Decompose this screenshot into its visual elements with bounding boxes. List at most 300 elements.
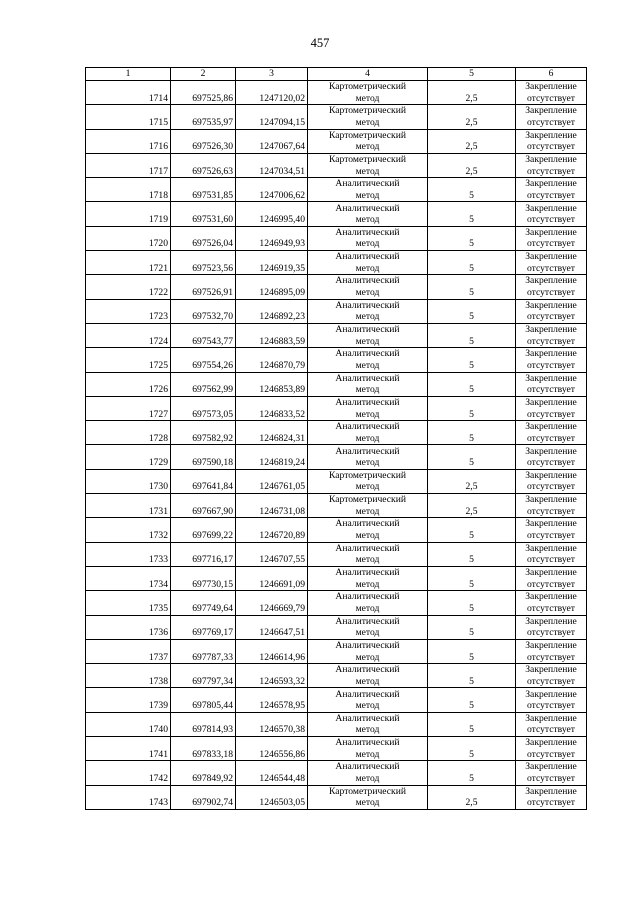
method-line-1: Картометрический xyxy=(329,129,406,141)
x-coordinate-cell: 697787,33 xyxy=(171,639,236,663)
table-row xyxy=(86,518,587,542)
method-cell xyxy=(308,202,428,226)
method-line-2: метод xyxy=(355,602,380,614)
fixation-line-1: Закрепление xyxy=(525,105,577,117)
method-line-1: Картометрический xyxy=(329,469,406,481)
fixation-line-2: отсутствует xyxy=(527,214,575,226)
x-coordinate-cell: 697797,34 xyxy=(171,664,236,688)
fixation-cell xyxy=(516,494,587,518)
method-line-2: метод xyxy=(355,238,380,250)
point-number-cell: 1726 xyxy=(86,372,171,396)
method-cell xyxy=(308,396,428,420)
point-number-cell: 1722 xyxy=(86,275,171,299)
method-line-2: метод xyxy=(355,748,380,760)
point-number-cell: 1730 xyxy=(86,469,171,493)
accuracy-cell: 5 xyxy=(428,202,516,226)
method-cell xyxy=(308,226,428,250)
method-line-2: метод xyxy=(355,141,380,153)
y-coordinate-cell: 1246919,35 xyxy=(236,251,308,275)
method-cell xyxy=(308,712,428,736)
accuracy-cell: 2,5 xyxy=(428,105,516,129)
point-number-cell: 1719 xyxy=(86,202,171,226)
fixation-cell xyxy=(516,202,587,226)
y-coordinate-cell: 1246995,40 xyxy=(236,202,308,226)
method-cell xyxy=(308,639,428,663)
method-line-2: метод xyxy=(355,797,380,809)
fixation-line-1: Закрепление xyxy=(525,494,577,506)
fixation-line-1: Закрепление xyxy=(525,567,577,579)
x-coordinate-cell: 697526,30 xyxy=(171,129,236,153)
x-coordinate-cell: 697641,84 xyxy=(171,469,236,493)
fixation-line-1: Закрепление xyxy=(525,591,577,603)
method-line-1: Аналитический xyxy=(335,251,400,263)
x-coordinate-cell: 697805,44 xyxy=(171,688,236,712)
y-coordinate-cell: 1246614,96 xyxy=(236,639,308,663)
x-coordinate-cell: 697716,17 xyxy=(171,542,236,566)
fixation-cell xyxy=(516,348,587,372)
accuracy-cell: 2,5 xyxy=(428,129,516,153)
method-line-1: Аналитический xyxy=(335,542,400,554)
point-number-cell: 1742 xyxy=(86,761,171,785)
x-coordinate-cell: 697526,91 xyxy=(171,275,236,299)
accuracy-cell: 2,5 xyxy=(428,469,516,493)
y-coordinate-cell: 1247120,02 xyxy=(236,81,308,105)
method-cell xyxy=(308,518,428,542)
fixation-line-1: Закрепление xyxy=(525,469,577,481)
method-line-1: Картометрический xyxy=(329,494,406,506)
y-coordinate-cell: 1246691,09 xyxy=(236,566,308,590)
y-coordinate-cell: 1246720,89 xyxy=(236,518,308,542)
method-cell xyxy=(308,299,428,323)
column-header: 2 xyxy=(171,68,236,81)
x-coordinate-cell: 697531,85 xyxy=(171,178,236,202)
point-number-cell: 1728 xyxy=(86,421,171,445)
fixation-cell xyxy=(516,761,587,785)
table-header-row xyxy=(86,68,587,81)
table-row xyxy=(86,129,587,153)
method-cell xyxy=(308,761,428,785)
point-number-cell: 1723 xyxy=(86,299,171,323)
fixation-line-2: отсутствует xyxy=(527,578,575,590)
method-line-2: метод xyxy=(355,262,380,274)
point-number-cell: 1741 xyxy=(86,737,171,761)
fixation-line-1: Закрепление xyxy=(525,785,577,797)
table-row xyxy=(86,737,587,761)
fixation-cell xyxy=(516,421,587,445)
coordinates-table xyxy=(85,67,587,810)
x-coordinate-cell: 697833,18 xyxy=(171,737,236,761)
method-line-1: Аналитический xyxy=(335,761,400,773)
fixation-cell xyxy=(516,785,587,809)
accuracy-cell: 5 xyxy=(428,566,516,590)
fixation-cell xyxy=(516,275,587,299)
fixation-cell xyxy=(516,518,587,542)
y-coordinate-cell: 1246570,38 xyxy=(236,712,308,736)
fixation-cell xyxy=(516,129,587,153)
accuracy-cell: 5 xyxy=(428,396,516,420)
x-coordinate-cell: 697532,70 xyxy=(171,299,236,323)
x-coordinate-cell: 697582,92 xyxy=(171,421,236,445)
x-coordinate-cell: 697523,56 xyxy=(171,251,236,275)
fixation-line-1: Закрепление xyxy=(525,542,577,554)
accuracy-cell: 5 xyxy=(428,275,516,299)
method-line-1: Аналитический xyxy=(335,591,400,603)
method-cell xyxy=(308,737,428,761)
column-header: 3 xyxy=(236,68,308,81)
y-coordinate-cell: 1246556,86 xyxy=(236,737,308,761)
fixation-line-2: отсутствует xyxy=(527,262,575,274)
y-coordinate-cell: 1246593,32 xyxy=(236,664,308,688)
x-coordinate-cell: 697573,05 xyxy=(171,396,236,420)
accuracy-cell: 5 xyxy=(428,299,516,323)
accuracy-cell: 5 xyxy=(428,615,516,639)
fixation-cell xyxy=(516,737,587,761)
method-line-2: метод xyxy=(355,432,380,444)
x-coordinate-cell: 697730,15 xyxy=(171,566,236,590)
method-line-2: метод xyxy=(355,189,380,201)
y-coordinate-cell: 1246647,51 xyxy=(236,615,308,639)
page-number: 457 xyxy=(310,36,330,50)
fixation-line-2: отсутствует xyxy=(527,602,575,614)
fixation-cell xyxy=(516,688,587,712)
fixation-cell xyxy=(516,469,587,493)
method-line-2: метод xyxy=(355,724,380,736)
method-line-1: Аналитический xyxy=(335,688,400,700)
point-number-cell: 1739 xyxy=(86,688,171,712)
point-number-cell: 1725 xyxy=(86,348,171,372)
method-cell xyxy=(308,251,428,275)
method-line-2: метод xyxy=(355,408,380,420)
y-coordinate-cell: 1246578,95 xyxy=(236,688,308,712)
point-number-cell: 1732 xyxy=(86,518,171,542)
method-line-2: метод xyxy=(355,457,380,469)
fixation-line-2: отсутствует xyxy=(527,287,575,299)
table-row xyxy=(86,421,587,445)
fixation-line-2: отсутствует xyxy=(527,359,575,371)
point-number-cell: 1740 xyxy=(86,712,171,736)
table-row xyxy=(86,542,587,566)
fixation-line-1: Закрепление xyxy=(525,202,577,214)
x-coordinate-cell: 697699,22 xyxy=(171,518,236,542)
fixation-line-1: Закрепление xyxy=(525,154,577,165)
method-cell xyxy=(308,566,428,590)
method-cell xyxy=(308,688,428,712)
fixation-cell xyxy=(516,299,587,323)
method-cell xyxy=(308,591,428,615)
method-line-1: Аналитический xyxy=(335,348,400,360)
fixation-line-1: Закрепление xyxy=(525,372,577,384)
x-coordinate-cell: 697525,86 xyxy=(171,81,236,105)
y-coordinate-cell: 1246707,55 xyxy=(236,542,308,566)
accuracy-cell: 5 xyxy=(428,251,516,275)
y-coordinate-cell: 1246669,79 xyxy=(236,591,308,615)
method-cell xyxy=(308,153,428,177)
fixation-line-1: Закрепление xyxy=(525,761,577,773)
table-row xyxy=(86,251,587,275)
accuracy-cell: 5 xyxy=(428,688,516,712)
table-body xyxy=(86,81,587,810)
accuracy-cell: 5 xyxy=(428,591,516,615)
method-cell xyxy=(308,178,428,202)
table-row xyxy=(86,639,587,663)
table-row xyxy=(86,761,587,785)
method-line-2: метод xyxy=(355,335,380,347)
point-number-cell: 1721 xyxy=(86,251,171,275)
fixation-line-2: отсутствует xyxy=(527,141,575,153)
accuracy-cell: 5 xyxy=(428,518,516,542)
table-row xyxy=(86,105,587,129)
method-line-1: Аналитический xyxy=(335,737,400,749)
method-line-2: метод xyxy=(355,505,380,517)
table-row xyxy=(86,591,587,615)
point-number-cell: 1737 xyxy=(86,639,171,663)
y-coordinate-cell: 1247034,51 xyxy=(236,153,308,177)
fixation-line-1: Закрепление xyxy=(525,639,577,651)
fixation-line-1: Закрепление xyxy=(525,664,577,676)
point-number-cell: 1731 xyxy=(86,494,171,518)
fixation-cell xyxy=(516,566,587,590)
method-line-1: Аналитический xyxy=(335,567,400,579)
method-line-2: метод xyxy=(355,530,380,542)
method-line-2: метод xyxy=(355,287,380,299)
fixation-line-1: Закрепление xyxy=(525,348,577,360)
y-coordinate-cell: 1246824,31 xyxy=(236,421,308,445)
table-row xyxy=(86,615,587,639)
method-line-1: Аналитический xyxy=(335,712,400,724)
y-coordinate-cell: 1246949,93 xyxy=(236,226,308,250)
method-line-1: Аналитический xyxy=(335,275,400,287)
method-cell xyxy=(308,81,428,105)
fixation-line-2: отсутствует xyxy=(527,530,575,542)
y-coordinate-cell: 1246853,89 xyxy=(236,372,308,396)
method-line-2: метод xyxy=(355,384,380,396)
fixation-line-1: Закрепление xyxy=(525,275,577,287)
fixation-line-2: отсутствует xyxy=(527,797,575,809)
table-row xyxy=(86,469,587,493)
fixation-cell xyxy=(516,615,587,639)
fixation-cell xyxy=(516,445,587,469)
y-coordinate-cell: 1246819,24 xyxy=(236,445,308,469)
y-coordinate-cell: 1247067,64 xyxy=(236,129,308,153)
fixation-cell xyxy=(516,105,587,129)
method-line-2: метод xyxy=(355,651,380,663)
table-row xyxy=(86,178,587,202)
column-header: 5 xyxy=(428,68,516,81)
fixation-line-1: Закрепление xyxy=(525,129,577,141)
x-coordinate-cell: 697749,64 xyxy=(171,591,236,615)
method-line-1: Аналитический xyxy=(335,396,400,408)
fixation-line-1: Закрепление xyxy=(525,251,577,263)
fixation-line-2: отсутствует xyxy=(527,384,575,396)
x-coordinate-cell: 697590,18 xyxy=(171,445,236,469)
point-number-cell: 1718 xyxy=(86,178,171,202)
table-row xyxy=(86,81,587,105)
method-line-2: метод xyxy=(355,165,380,177)
method-line-1: Картометрический xyxy=(329,154,406,165)
fixation-line-2: отсутствует xyxy=(527,748,575,760)
method-cell xyxy=(308,469,428,493)
x-coordinate-cell: 697526,04 xyxy=(171,226,236,250)
method-cell xyxy=(308,445,428,469)
x-coordinate-cell: 697562,99 xyxy=(171,372,236,396)
fixation-line-2: отсутствует xyxy=(527,481,575,493)
table-row xyxy=(86,396,587,420)
table-row xyxy=(86,688,587,712)
fixation-line-1: Закрепление xyxy=(525,615,577,627)
x-coordinate-cell: 697531,60 xyxy=(171,202,236,226)
fixation-line-2: отсутствует xyxy=(527,700,575,712)
method-line-2: метод xyxy=(355,214,380,226)
method-cell xyxy=(308,275,428,299)
x-coordinate-cell: 697535,97 xyxy=(171,105,236,129)
table-row xyxy=(86,202,587,226)
table-row xyxy=(86,348,587,372)
point-number-cell: 1715 xyxy=(86,105,171,129)
point-number-cell: 1734 xyxy=(86,566,171,590)
fixation-cell xyxy=(516,591,587,615)
point-number-cell: 1716 xyxy=(86,129,171,153)
fixation-cell xyxy=(516,639,587,663)
fixation-line-1: Закрепление xyxy=(525,178,577,190)
y-coordinate-cell: 1246895,09 xyxy=(236,275,308,299)
table-row xyxy=(86,445,587,469)
fixation-line-2: отсутствует xyxy=(527,505,575,517)
accuracy-cell: 5 xyxy=(428,348,516,372)
method-cell xyxy=(308,129,428,153)
method-line-1: Картометрический xyxy=(329,105,406,117)
x-coordinate-cell: 697769,17 xyxy=(171,615,236,639)
method-cell xyxy=(308,664,428,688)
method-cell xyxy=(308,421,428,445)
method-cell xyxy=(308,372,428,396)
fixation-cell xyxy=(516,396,587,420)
method-line-2: метод xyxy=(355,359,380,371)
fixation-line-1: Закрепление xyxy=(525,299,577,311)
table-row xyxy=(86,275,587,299)
method-cell xyxy=(308,542,428,566)
x-coordinate-cell: 697543,77 xyxy=(171,323,236,347)
accuracy-cell: 5 xyxy=(428,445,516,469)
table-row xyxy=(86,226,587,250)
fixation-line-2: отсутствует xyxy=(527,554,575,566)
table-row xyxy=(86,712,587,736)
y-coordinate-cell: 1246731,08 xyxy=(236,494,308,518)
accuracy-cell: 5 xyxy=(428,542,516,566)
fixation-line-1: Закрепление xyxy=(525,688,577,700)
fixation-line-2: отсутствует xyxy=(527,408,575,420)
fixation-line-1: Закрепление xyxy=(525,396,577,408)
method-line-1: Аналитический xyxy=(335,664,400,676)
x-coordinate-cell: 697667,90 xyxy=(171,494,236,518)
point-number-cell: 1717 xyxy=(86,153,171,177)
method-line-1: Аналитический xyxy=(335,226,400,238)
table-row xyxy=(86,299,587,323)
fixation-line-1: Закрепление xyxy=(525,737,577,749)
y-coordinate-cell: 1246870,79 xyxy=(236,348,308,372)
accuracy-cell: 5 xyxy=(428,178,516,202)
method-line-2: метод xyxy=(355,311,380,323)
y-coordinate-cell: 1246761,05 xyxy=(236,469,308,493)
point-number-cell: 1714 xyxy=(86,81,171,105)
accuracy-cell: 5 xyxy=(428,737,516,761)
y-coordinate-cell: 1246503,05 xyxy=(236,785,308,809)
accuracy-cell: 5 xyxy=(428,639,516,663)
fixation-line-1: Закрепление xyxy=(525,324,577,336)
fixation-line-2: отсутствует xyxy=(527,651,575,663)
fixation-line-2: отсутствует xyxy=(527,432,575,444)
column-header: 6 xyxy=(516,68,587,81)
point-number-cell: 1736 xyxy=(86,615,171,639)
table-row xyxy=(86,664,587,688)
y-coordinate-cell: 1247094,15 xyxy=(236,105,308,129)
point-number-cell: 1743 xyxy=(86,785,171,809)
accuracy-cell: 5 xyxy=(428,664,516,688)
method-line-1: Картометрический xyxy=(329,785,406,797)
accuracy-cell: 2,5 xyxy=(428,494,516,518)
table-row xyxy=(86,785,587,809)
y-coordinate-cell: 1246833,52 xyxy=(236,396,308,420)
fixation-line-2: отсутствует xyxy=(527,92,575,104)
column-header: 1 xyxy=(86,68,171,81)
accuracy-cell: 2,5 xyxy=(428,785,516,809)
method-line-2: метод xyxy=(355,675,380,687)
fixation-cell xyxy=(516,81,587,105)
fixation-line-2: отсутствует xyxy=(527,457,575,469)
fixation-line-2: отсутствует xyxy=(527,189,575,201)
fixation-line-2: отсутствует xyxy=(527,675,575,687)
method-line-2: метод xyxy=(355,627,380,639)
method-cell xyxy=(308,494,428,518)
accuracy-cell: 5 xyxy=(428,712,516,736)
fixation-line-2: отсутствует xyxy=(527,117,575,128)
fixation-line-2: отсутствует xyxy=(527,773,575,785)
accuracy-cell: 5 xyxy=(428,323,516,347)
method-line-2: метод xyxy=(355,117,380,128)
fixation-line-2: отсутствует xyxy=(527,311,575,323)
method-line-2: метод xyxy=(355,554,380,566)
fixation-cell xyxy=(516,226,587,250)
method-line-2: метод xyxy=(355,578,380,590)
fixation-cell xyxy=(516,251,587,275)
table-row xyxy=(86,566,587,590)
method-line-1: Аналитический xyxy=(335,202,400,214)
method-cell xyxy=(308,615,428,639)
column-header: 4 xyxy=(308,68,428,81)
method-line-2: метод xyxy=(355,773,380,785)
table-row xyxy=(86,323,587,347)
fixation-line-2: отсутствует xyxy=(527,335,575,347)
accuracy-cell: 2,5 xyxy=(428,81,516,105)
method-line-1: Аналитический xyxy=(335,178,400,190)
fixation-line-1: Закрепление xyxy=(525,81,577,93)
point-number-cell: 1724 xyxy=(86,323,171,347)
point-number-cell: 1727 xyxy=(86,396,171,420)
point-number-cell: 1738 xyxy=(86,664,171,688)
method-line-1: Аналитический xyxy=(335,615,400,627)
fixation-line-2: отсутствует xyxy=(527,724,575,736)
method-line-2: метод xyxy=(355,700,380,712)
fixation-line-1: Закрепление xyxy=(525,226,577,238)
accuracy-cell: 5 xyxy=(428,226,516,250)
method-cell xyxy=(308,105,428,129)
method-line-1: Аналитический xyxy=(335,421,400,433)
fixation-cell xyxy=(516,323,587,347)
point-number-cell: 1729 xyxy=(86,445,171,469)
table-row xyxy=(86,153,587,177)
fixation-cell xyxy=(516,712,587,736)
method-line-1: Аналитический xyxy=(335,445,400,457)
fixation-line-2: отсутствует xyxy=(527,627,575,639)
